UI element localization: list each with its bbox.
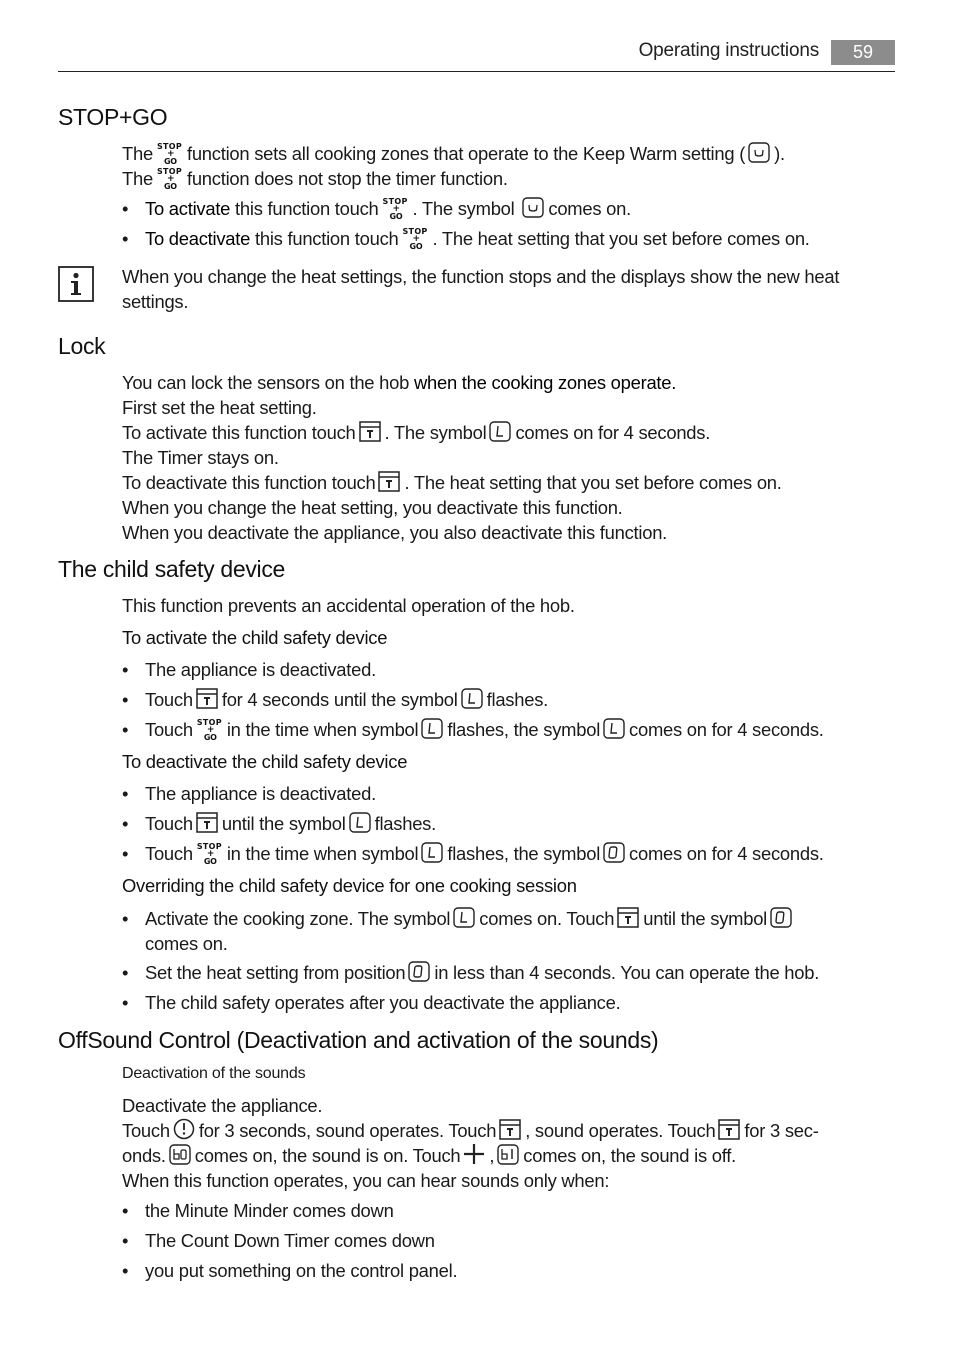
text: . The symbol bbox=[384, 422, 487, 443]
emphasis: To deactivate bbox=[145, 228, 251, 249]
text: The Count Down Timer comes down bbox=[145, 1230, 435, 1251]
section-heading-child-safety: The child safety device bbox=[58, 556, 286, 582]
lock-line-3 bbox=[122, 420, 710, 445]
list-item: • the Minute Minder comes down bbox=[122, 1200, 394, 1221]
text: ). bbox=[774, 143, 785, 164]
text: comes on for 4 seconds. bbox=[629, 843, 824, 864]
text: To activate this function touch bbox=[122, 422, 356, 443]
text: comes on, the sound is off. bbox=[523, 1145, 736, 1166]
text: flashes. bbox=[374, 813, 436, 834]
text: function sets all cooking zones that operate to the Keep Warm setting ( bbox=[186, 143, 746, 164]
zero-symbol-icon bbox=[408, 961, 431, 983]
text: The bbox=[122, 143, 153, 164]
subheading-deactivate: To deactivate the child safety device bbox=[122, 751, 408, 772]
offsound-line-3 bbox=[122, 1143, 736, 1168]
text: flashes. bbox=[486, 689, 549, 710]
info-text-2: settings. bbox=[122, 291, 189, 312]
text: The appliance is deactivated. bbox=[145, 783, 376, 804]
keep-warm-icon bbox=[522, 197, 545, 219]
text: in the time when symbol bbox=[226, 843, 419, 864]
offsound-line-2 bbox=[122, 1118, 819, 1143]
text: . The heat setting that you set before comes on. bbox=[432, 228, 810, 249]
lock-key-icon bbox=[196, 811, 219, 834]
list-item: • Touch STOP + GO in the time when symbol flashes, the symbol comes on for 4 seconds. bbox=[122, 718, 824, 742]
stopgo-line-2 bbox=[122, 166, 508, 192]
text: Touch bbox=[145, 813, 193, 834]
lock-line-7: When you deactivate the appliance, you also deactivate this function. bbox=[122, 522, 668, 543]
text: this function touch bbox=[235, 198, 379, 219]
text: for 3 sec- bbox=[744, 1120, 819, 1141]
lock-key-icon bbox=[196, 687, 219, 710]
text: for 3 seconds, sound operates. Touch bbox=[198, 1120, 497, 1141]
display-on-icon bbox=[169, 1144, 192, 1166]
text: To deactivate this function touch bbox=[122, 472, 376, 493]
list-item: • The appliance is deactivated. bbox=[122, 783, 376, 804]
text: comes on for 4 seconds. bbox=[515, 422, 711, 443]
list-item: • The child safety operates after you deactivate the appliance. bbox=[122, 992, 621, 1013]
lock-line-6: When you change the heat setting, you deactivate this function. bbox=[122, 497, 623, 518]
emphasis: To activate bbox=[145, 198, 231, 219]
lock-key-icon bbox=[617, 906, 640, 929]
lock-symbol-icon bbox=[349, 812, 372, 834]
text: comes on, the sound is on. Touch bbox=[194, 1145, 461, 1166]
list-item: • The Count Down Timer comes down bbox=[122, 1230, 435, 1251]
text: until the symbol bbox=[643, 908, 768, 929]
text: in less than 4 seconds. You can operate the hob. bbox=[434, 962, 820, 983]
text: until the symbol bbox=[221, 813, 346, 834]
lock-symbol-icon bbox=[421, 842, 444, 864]
section-heading-offsound: OffSound Control (Deactivation and activation of the sounds) bbox=[58, 1027, 659, 1053]
section-heading-lock: Lock bbox=[58, 333, 106, 359]
text: function does not stop the timer function. bbox=[186, 168, 508, 189]
lock-symbol-icon bbox=[603, 718, 626, 740]
text: in the time when symbol bbox=[226, 719, 419, 740]
list-item: • Touch until the symbol flashes. bbox=[122, 813, 436, 834]
offsound-line-1: Deactivate the appliance. bbox=[122, 1095, 323, 1116]
zero-symbol-icon bbox=[770, 907, 793, 929]
lock-symbol-icon bbox=[421, 718, 444, 740]
text: The appliance is deactivated. bbox=[145, 659, 376, 680]
text: Touch bbox=[145, 689, 193, 710]
plus-icon bbox=[463, 1143, 486, 1166]
lock-line-5 bbox=[122, 470, 782, 495]
text: onds. bbox=[122, 1145, 166, 1166]
subheading-activate: To activate the child safety device bbox=[122, 627, 388, 648]
list-item: • you put something on the control panel. bbox=[122, 1260, 458, 1281]
text: comes on. bbox=[145, 933, 228, 954]
text: for 4 seconds until the symbol bbox=[221, 689, 458, 710]
text: the Minute Minder comes down bbox=[145, 1200, 394, 1221]
text: this function touch bbox=[255, 228, 399, 249]
text: flashes, the symbol bbox=[447, 843, 601, 864]
text: comes on. Touch bbox=[479, 908, 615, 929]
subheading-override: Overriding the child safety device for one cooking session bbox=[122, 875, 577, 896]
page-header bbox=[58, 38, 895, 72]
text: Touch bbox=[145, 843, 193, 864]
text: comes on. bbox=[548, 198, 631, 219]
offsound-line-4: When this function operates, you can hear sounds only when: bbox=[122, 1170, 610, 1191]
text: Touch bbox=[145, 719, 193, 740]
text: you put something on the control panel. bbox=[145, 1260, 458, 1281]
text: Activate the cooking zone. The symbol bbox=[145, 908, 451, 929]
stop-go-icon: STOP + GO bbox=[196, 718, 222, 742]
list-item: • To deactivate this function touch STOP + GO . The heat setting that you set before comes on. bbox=[122, 227, 810, 251]
lock-line-4: The Timer stays on. bbox=[122, 447, 279, 468]
stopgo-line-1 bbox=[122, 141, 785, 167]
stop-go-icon: STOP + GO bbox=[156, 167, 183, 191]
info-text-1: When you change the heat settings, the function stops and the displays show the new heat bbox=[122, 266, 840, 287]
stop-go-icon: STOP + GO bbox=[156, 142, 183, 166]
text: . The heat setting that you set before comes on. bbox=[404, 472, 782, 493]
text: Touch bbox=[122, 1120, 170, 1141]
lock-symbol-icon bbox=[453, 907, 476, 929]
lock-key-icon bbox=[378, 470, 401, 493]
list-item: • Touch STOP + GO in the time when symbol flashes, the symbol comes on for 4 seconds. bbox=[122, 842, 824, 866]
offsound-subtitle: Deactivation of the sounds bbox=[122, 1065, 306, 1082]
text: . The symbol bbox=[412, 198, 515, 219]
lock-symbol-icon bbox=[461, 688, 484, 710]
list-item: • The appliance is deactivated. bbox=[122, 659, 376, 680]
text: , bbox=[489, 1145, 495, 1166]
lock-line-2: First set the heat setting. bbox=[122, 397, 317, 418]
lock-line-1 bbox=[122, 370, 676, 395]
keep-warm-icon bbox=[748, 142, 771, 164]
lock-key-icon bbox=[718, 1118, 741, 1141]
lock-symbol-icon bbox=[489, 421, 512, 443]
lock-key-icon bbox=[359, 420, 382, 443]
text: flashes, the symbol bbox=[447, 719, 601, 740]
text: , sound operates. Touch bbox=[525, 1120, 716, 1141]
text: The bbox=[122, 168, 153, 189]
timer-icon bbox=[173, 1118, 196, 1141]
text: Set the heat setting from position bbox=[145, 962, 406, 983]
zero-symbol-icon bbox=[603, 842, 626, 864]
list-item: • Touch for 4 seconds until the symbol flashes. bbox=[122, 689, 549, 710]
stop-go-icon: STOP + GO bbox=[402, 227, 428, 251]
list-item: • Activate the cooking zone. The symbol comes on. Touch until the symbol comes on. bbox=[122, 906, 796, 956]
text: You can lock the sensors on the hob bbox=[122, 372, 410, 393]
child-intro: This function prevents an accidental operation of the hob. bbox=[122, 595, 575, 616]
header-title: Operating instructions bbox=[638, 40, 819, 61]
section-heading-stopgo: STOP+GO bbox=[58, 104, 168, 130]
lock-key-icon bbox=[499, 1118, 522, 1141]
stop-go-icon: STOP + GO bbox=[196, 842, 222, 866]
display-off-icon bbox=[497, 1144, 520, 1166]
info-icon bbox=[58, 266, 94, 302]
list-item: • Set the heat setting from position in less than 4 seconds. You can operate the hob. bbox=[122, 962, 820, 983]
page-number: 59 bbox=[831, 40, 895, 65]
emphasis: when the cooking zones operate. bbox=[413, 372, 677, 393]
list-item: • To activate this function touch STOP + GO . The symbol comes on. bbox=[122, 197, 631, 221]
text: The child safety operates after you deactivate the appliance. bbox=[145, 992, 621, 1013]
text: comes on for 4 seconds. bbox=[629, 719, 824, 740]
stop-go-icon: STOP + GO bbox=[382, 197, 408, 221]
